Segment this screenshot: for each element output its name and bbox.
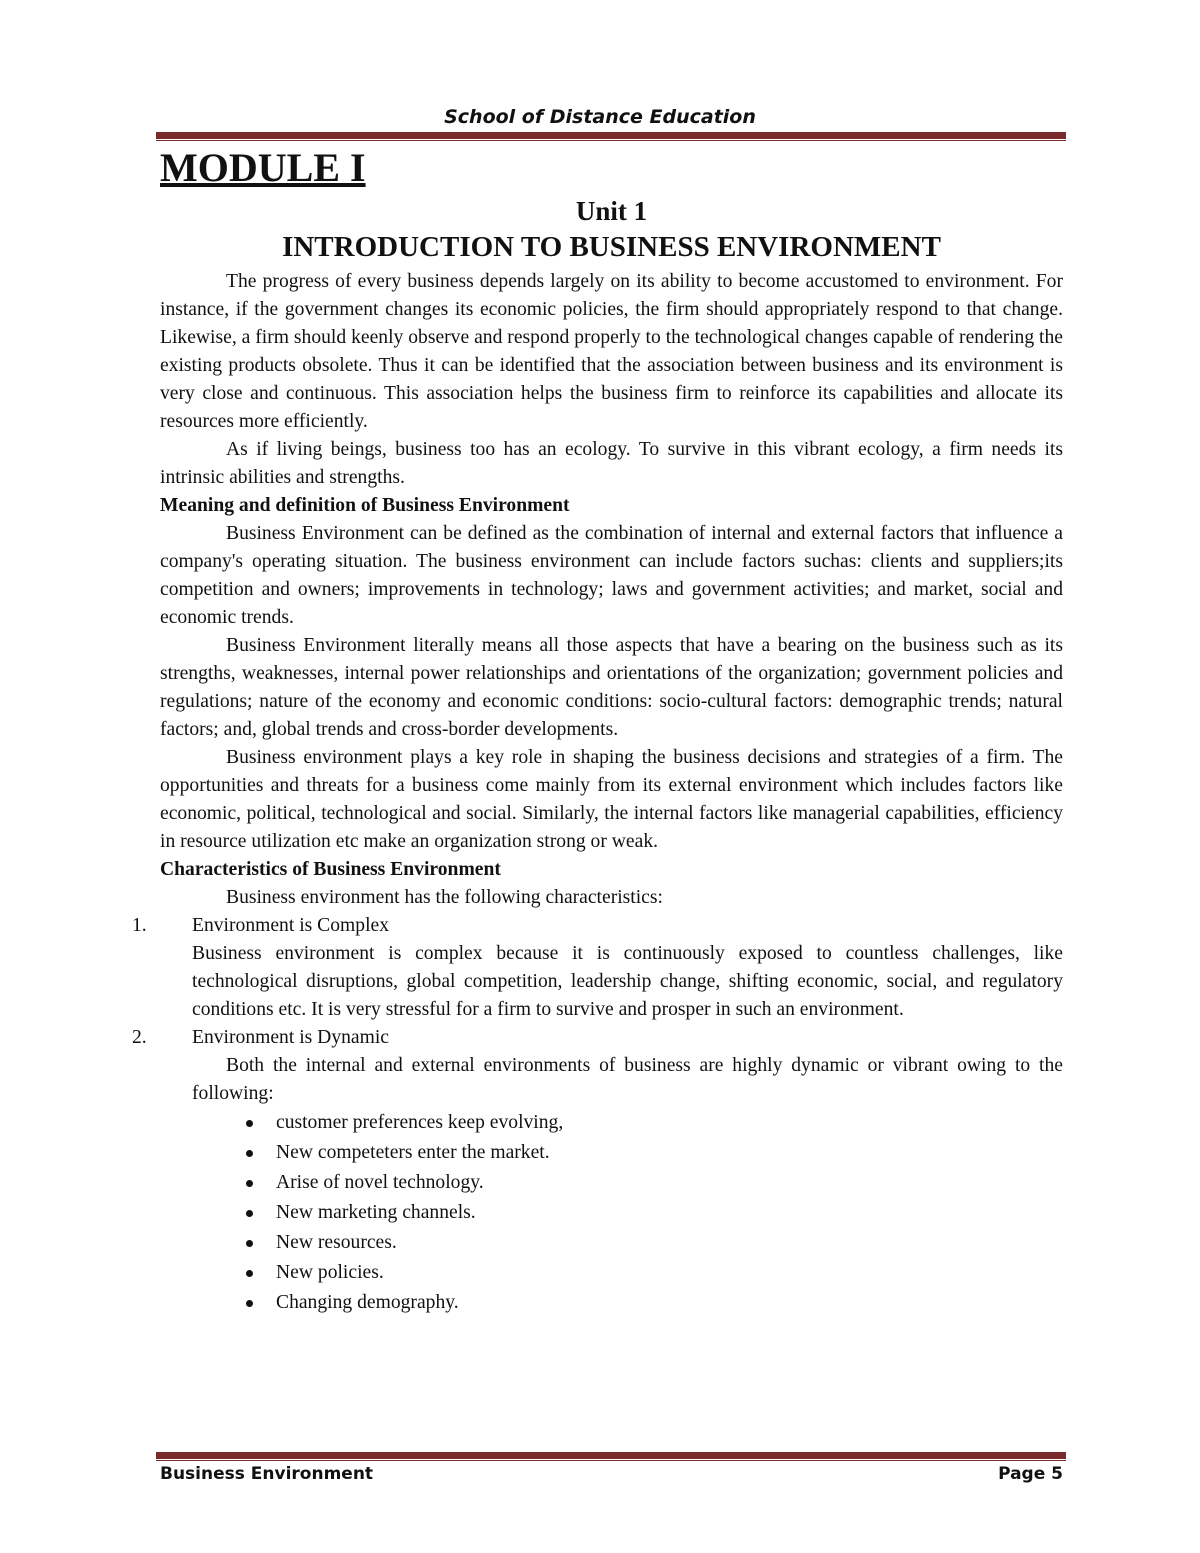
characteristics-intro: Business environment has the following characteristics: [226,887,663,908]
bullet-item: New marketing channels. [246,1198,1063,1228]
meaning-paragraph-2: Business Environment literally means all those aspects that have a bearing on the business such as its strengths, weaknesses, internal power relationships and orientations of the organization; government policies and regulations; nature of the economy and economic conditions: socio-cultural factors: demographic trends; natural factors; and, global trends and cross-border developments. [160,635,1063,740]
page-number: Page 5 [998,1464,1063,1484]
section-heading-characteristics: Characteristics of Business Environment [160,859,501,880]
header-title: School of Distance Education [444,106,756,128]
intro-paragraph-1: The progress of every business depends largely on its ability to become accustomed to environment. For instance, if the government changes its economic policies, the firm should appropriately respond to that change. Likewise, a firm should keenly observe and respond properly to the technological changes capable of rendering the existing products obsolete. Thus it can be identified that the association between business and its environment is very close and continuous. This association helps the business firm to reinforce its capabilities and allocate its resources more efficiently. [160,271,1063,432]
chapter-title: INTRODUCTION TO BUSINESS ENVIRONMENT [282,231,941,263]
meaning-paragraph-1: Business Environment can be defined as the combination of internal and external factors that influence a company's operating situation. The business environment can include factors suchas: clients and suppliers;its competition and owners; improvements in technology; laws and government activities; and market, social and economic trends. [160,523,1063,628]
list-item-body: Business environment is complex because it is continuously exposed to countless challenges, like technological disruptions, global competition, leadership change, shifting economic, social, and regulatory conditions etc. It is very stressful for a firm to survive and prosper in such an environment. [192,943,1063,1020]
list-number: 1. [132,915,147,936]
list-item-title: Environment is Dynamic [192,1027,389,1048]
bullet-item: New resources. [246,1228,1063,1258]
header-rule [156,132,1066,139]
bullet-list [246,1108,1063,1318]
list-item-title: Environment is Complex [192,915,390,936]
footer [160,1464,1063,1484]
footer-book-title: Business Environment [160,1464,374,1484]
intro-paragraph-2: As if living beings, business too has an ecology. To survive in this vibrant ecology, a firm needs its intrinsic abilities and strengths. [160,439,1063,488]
footer-rule [156,1452,1066,1459]
bullet-item: customer preferences keep evolving, [246,1108,1063,1138]
section-heading-meaning: Meaning and definition of Business Environment [160,495,570,516]
bullet-item: Changing demography. [246,1288,1063,1318]
list-number: 2. [132,1027,147,1048]
bullet-item: New competeters enter the market. [246,1138,1063,1168]
bullet-item: New policies. [246,1258,1063,1288]
list-item-body: Both the internal and external environments of business are highly dynamic or vibrant owing to the following: [192,1055,1063,1104]
module-title: MODULE I [160,145,366,190]
list-item [132,912,1063,940]
document-body [132,142,1063,1318]
meaning-paragraph-3: Business environment plays a key role in shaping the business decisions and strategies of a firm. The opportunities and threats for a business come mainly from its external environment which includes factors like economic, political, technological and social. Similarly, the internal factors like managerial capabilities, efficiency in resource utilization etc make an organization strong or weak. [160,747,1063,852]
list-item [132,1024,1063,1052]
unit-title: Unit 1 [575,196,648,226]
bullet-item: Arise of novel technology. [246,1168,1063,1198]
